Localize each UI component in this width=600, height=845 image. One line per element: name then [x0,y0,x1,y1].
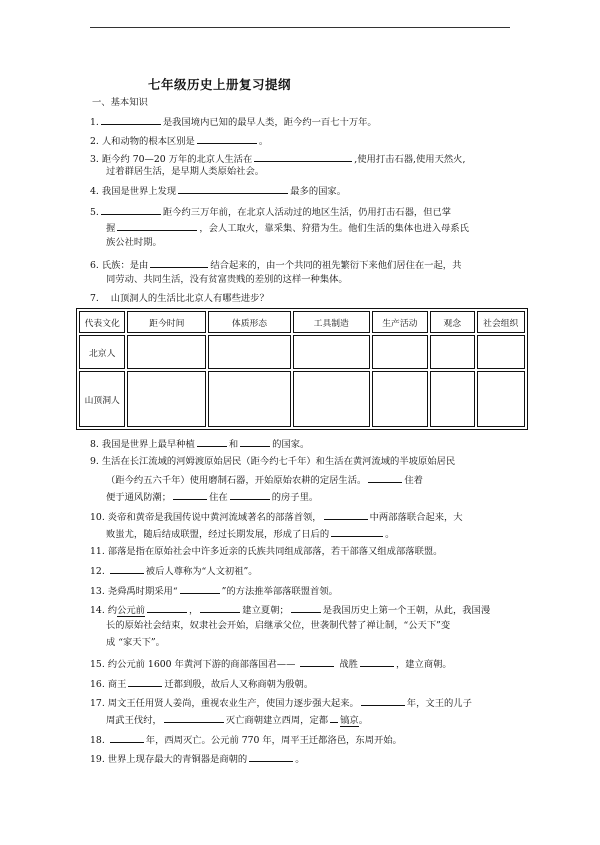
answer-blank[interactable] [101,205,161,215]
table-header: 工具制造 [293,311,370,333]
question-15: 15. 约公元前 1600 年黄河下游的商部落国君—— 战胜 ，建立商朝。 [90,659,452,670]
table-cell[interactable] [477,335,525,369]
question-3: 3. 距今约 70—20 万年的北京人生活在 ,使用打击石器,使用天然火, [90,154,466,165]
answer-blank[interactable] [128,677,162,687]
answer-blank[interactable] [110,564,144,574]
answer-blank[interactable] [361,696,405,706]
answer-blank[interactable] [330,713,338,723]
question-17: 17. 周文王任用贤人姜尚，重视农业生产，使国力逐步强大起来。 年，文王的儿子 [90,698,472,709]
question-5-cont: 握 ，会人工取火，靠采集、狩猎为生。他们生活的集体也进入母系氏 [106,223,469,234]
answer-blank[interactable] [173,490,207,500]
answer-blank[interactable] [164,713,224,723]
answer-blank[interactable] [249,752,293,762]
question-1: 1. 是我国境内已知的最早人类，距今约一百七十万年。 [90,117,377,128]
table-row [79,335,525,369]
question-7: 7. 山顶洞人的生活比北京人有哪些进步？ [90,293,269,304]
answer-blank[interactable] [331,527,383,537]
question-10-cont: 败蚩尤，随后结成联盟，经过长期发展，形成了日后的 。 [106,529,395,540]
answer-blank[interactable] [254,152,352,162]
table-cell[interactable] [372,371,429,427]
question-14: 14. 约公元前 ， 建立夏朝； 是我国历史上第一个王朝，从此，我国漫 [90,605,491,616]
row-label: 北京人 [79,335,125,369]
answer-blank[interactable] [368,473,402,483]
question-9-cont2: 便于通风防潮； 住在 的房子里。 [106,492,319,503]
comparison-table [76,308,528,430]
answer-blank[interactable] [360,657,394,667]
question-19: 19. 世界上现存最大的青铜器是商朝的 。 [90,754,305,765]
answer-blank[interactable] [240,437,270,447]
question-16: 16. 商王 迁都到殷，故后人又称商朝为殷朝。 [90,679,314,690]
table-header: 观念 [430,311,474,333]
table-row [79,371,525,427]
table-cell[interactable] [208,371,291,427]
question-5: 5. 距今约三万年前，在北京人活动过的地区生活，仍用打击石器，但已掌 [90,207,452,218]
answer-blank[interactable] [230,490,270,500]
table-cell[interactable] [430,371,474,427]
question-6: 6. 氏族：是由 结合起来的，由一个共同的祖先繁衍下来他们居住在一起，共 [90,260,462,271]
question-14-cont: 长的原始社会结束，奴隶社会开始，启继承父位，世袭制代替了禅让制，“公天下”变 [106,620,451,631]
answer-blank[interactable] [197,134,257,144]
question-4: 4. 我国是世界上发现 最多的国家。 [90,186,347,197]
table-header: 生产活动 [372,311,429,333]
question-14-cont2: 成 “家天下”。 [106,637,165,648]
question-2: 2. 人和动物的根本区别是 。 [90,136,269,147]
table-header: 社会组织 [477,311,525,333]
answer-blank[interactable] [200,603,240,613]
header-rule [90,27,510,28]
question-12: 12. 被后人尊称为“人文初祖”。 [90,566,258,577]
question-9-cont: （距今约五六千年）使用磨制石器，开始原始农耕的定居生活。 住着 [106,475,423,486]
table-header: 体质形态 [208,311,291,333]
question-9: 9. 生活在长江流域的河姆渡原始居民（距今约七千年）和生活在黄河流域的半坡原始居民 [90,456,456,467]
row-label: 山顶洞人 [79,371,125,427]
table-cell[interactable] [293,371,370,427]
table-header: 代表文化 [79,311,125,333]
answer-blank[interactable] [300,657,334,667]
table-cell[interactable] [430,335,474,369]
question-3-cont: 过着群居生活，是早期人类原始社会。 [106,166,265,177]
table-cell[interactable] [372,335,429,369]
question-5-cont2: 族公社时期。 [106,237,162,248]
table-header: 距今时间 [127,311,206,333]
answer-blank[interactable] [180,584,220,594]
question-18: 18. 年，西周灭亡。公元前 770 年，周平王迁都洛邑，东周开始。 [90,735,402,746]
answer-blank[interactable] [101,115,161,125]
question-6-cont: 同劳动、共同生活，没有贫富贵贱的差别的这样一种集体。 [106,274,348,285]
table-cell[interactable] [477,371,525,427]
table-header-row [79,311,525,333]
table-cell[interactable] [208,335,291,369]
answer-blank[interactable] [150,258,208,268]
page-title: 七年级历史上册复习提纲 [148,77,292,92]
question-13: 13. 尧舜禹时期采用“ ”的方法推举部落联盟首领。 [90,586,338,597]
section-heading: 一、基本知识 [92,97,148,108]
answer-blank[interactable] [117,221,197,231]
answer-blank[interactable] [324,510,368,520]
answer-blank[interactable] [197,437,227,447]
answer-blank[interactable] [178,184,288,194]
answer-blank[interactable] [291,603,321,613]
table-cell[interactable] [293,335,370,369]
table-cell[interactable] [127,335,206,369]
question-11: 11. 部落是指在原始社会中许多近亲的氏族共同组成部落，若干部落又组成部落联盟。 [90,546,443,557]
question-10: 10. 炎帝和黄帝是我国传说中黄河流域著名的部落首领， 中两部落联合起来，大 [90,512,463,523]
question-17-cont: 周武王伐纣， 灭亡商朝建立西周，定都 镐京。 [106,715,368,726]
answer-blank[interactable] [110,733,144,743]
answer-blank[interactable] [147,603,187,613]
table-cell[interactable] [127,371,206,427]
question-8: 8. 我国是世界上最早种植 和 的国家。 [90,439,310,450]
